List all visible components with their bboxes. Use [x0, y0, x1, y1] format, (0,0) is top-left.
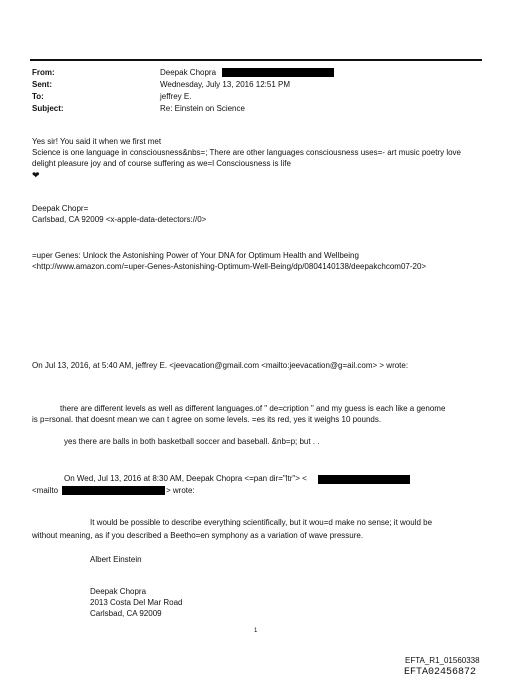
quote-2-wrote: > wrote:: [166, 486, 195, 495]
signature-2-city: Carlsbad, CA 92009: [90, 609, 162, 618]
quote-2-header: On Wed, Jul 13, 2016 at 8:30 AM, Deepak Chopra <=pan dir="ltr"> <: [64, 474, 307, 483]
body-line-3: delight pleasure joy and of course suffering as we=l Consciousness is life: [32, 159, 291, 168]
einstein-quote-line-1: It would be possible to describe everything scientifically, but it wou=d make no sense; it would be: [90, 518, 433, 527]
quote-1-line-b: is p=rsonal. that doesnt mean we can t agree on some levels. =es its red, yes it weighs 10 pounds.: [32, 415, 382, 424]
redaction-bar: [222, 68, 334, 77]
header-top-rule: [30, 59, 482, 61]
signature-2-street: 2013 Costa Del Mar Road: [90, 598, 183, 607]
einstein-attribution: Albert Einstein: [90, 555, 142, 564]
bates-number-2: EFTA02456872: [404, 667, 477, 678]
sent-value: Wednesday, July 13, 2016 12:51 PM: [160, 80, 291, 89]
body-line-2: Science is one language in consciousness&nbs=; There are other languages consciousness uses=- art music poetry love: [32, 148, 461, 157]
to-label: To:: [32, 92, 44, 101]
subject-value: Re: Einstein on Science: [160, 104, 245, 113]
einstein-quote-line-2: without meaning, as if you described a Beetho=en symphony as a variation of wave pressure.: [32, 531, 364, 540]
heart-icon: ❤: [32, 170, 40, 180]
sent-label: Sent:: [32, 80, 52, 89]
body-line-1: Yes sir! You said it when we first met: [32, 137, 162, 146]
quote-1-line-c: yes there are balls in both basketball soccer and baseball. &nb=p; but . .: [64, 437, 320, 446]
book-link[interactable]: <http://www.amazon.com/=uper-Genes-Astonishing-Optimum-Well-Being/dp/0804140138/deepakchcom07-20>: [32, 262, 427, 271]
signature-2-name: Deepak Chopra: [90, 587, 147, 596]
from-value: Deepak Chopra: [160, 68, 217, 77]
book-title: =uper Genes: Unlock the Astonishing Power of Your DNA for Optimum Health and Wellbeing: [32, 251, 359, 260]
quote-1-header: On Jul 13, 2016, at 5:40 AM, jeffrey E. <jeevacation@gmail.com <mailto:jeevacation@g=ail.com> > wrote:: [32, 361, 409, 370]
from-label: From:: [32, 68, 55, 77]
signature-address: Carlsbad, CA 92009 <x-apple-data-detectors://0>: [32, 215, 207, 224]
page-number: 1: [254, 628, 258, 634]
to-value: jeffrey E.: [160, 92, 192, 101]
quote-1-line-a: there are different levels as well as different languages.of " de=cription " and my guess is each like a genome: [60, 404, 446, 413]
signature-name: Deepak Chopr=: [32, 204, 89, 213]
subject-label: Subject:: [32, 104, 64, 113]
quote-2-mailto: <mailto: [32, 486, 59, 495]
bates-number-1: EFTA_R1_01560338: [405, 656, 480, 665]
redaction-bar: [318, 475, 410, 484]
redaction-bar: [62, 486, 165, 495]
